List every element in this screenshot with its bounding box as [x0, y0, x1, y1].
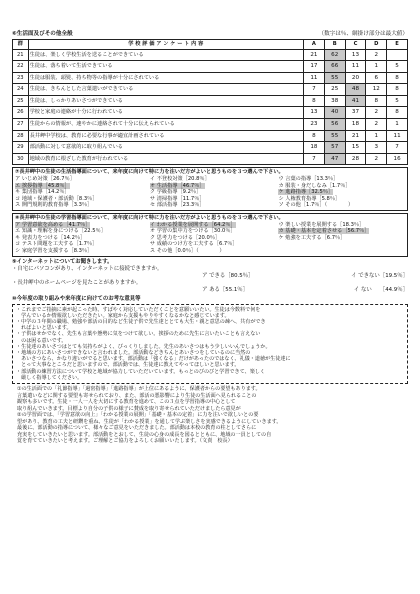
header-group: 群 [13, 40, 29, 50]
section8-box [12, 213, 408, 257]
header-a: A [304, 40, 325, 50]
section9-q1-b: イ できない［19.5％］ [351, 272, 408, 279]
section6-header [12, 30, 408, 38]
option-cell [278, 235, 405, 242]
row-value: 25 [324, 84, 345, 96]
row-question: 生徒は、落ち着いて生活できている [28, 61, 303, 73]
row-question: 学校と家庭の連絡が十分に行われている [28, 107, 303, 119]
section9-q2-a: ア ある［55.1％］ [202, 286, 249, 293]
closing-line: 覚を育てていきたいと考えます。ご理解とご協力をよろしくお願いいたします。（文責 校長） [17, 438, 233, 444]
opinion-line: ・中学の３年間の職場、勉強や部活の目的など生徒子供で先生達ととても大生・親と意思の疎へ、共有ができ [16, 318, 266, 325]
table-row [13, 153, 408, 165]
closing-line: 最後に、部活動の指導について、様々なご意見をいただきました。部活動は本校の教育の柱としてさらに [17, 425, 257, 431]
option-item: ケ 勉強を工夫する［6.7％］ [278, 234, 346, 241]
opinion-line: 厳しく指導してください。 [16, 374, 83, 381]
option-cell [15, 228, 148, 235]
section9-q2-answers [12, 287, 408, 294]
row-value: 12 [366, 84, 387, 96]
closing-line: 言葉遣いなどに関する要望も寄せられており、また、部活の悪影響により生徒の生活面へ見られることの [17, 392, 257, 399]
section8-options [15, 222, 405, 255]
option-cell [15, 202, 148, 209]
closing-line: 充実をしていきたいと思います。部活動をとおして、生徒の心身の成長を図るとともに、地域の一員としての自 [17, 431, 272, 438]
header-question: 学 校 評 価 ア ン ケ ー ト 内 容 [28, 40, 303, 50]
row-number: 24 [13, 84, 29, 96]
row-value: 8 [387, 72, 408, 84]
row-value: 28 [345, 153, 366, 165]
row-question: 地域の教育に根ざした教育が行われている [28, 153, 303, 165]
row-value: 55 [324, 130, 345, 142]
row-value: 21 [345, 130, 366, 142]
row-question: 生徒は、きちんとした言葉遣いができている [28, 84, 303, 96]
opinion-line: あいさつなら、かなり違いがでると思います。部活動は「強くなる」だけがあったのではなく、礼儀・道徳が生徒達に [16, 356, 291, 363]
opinion-line: のは困る意いです。 [16, 337, 67, 344]
option-item: ウ 楽しい授業を展開する［18.3％］ [278, 221, 365, 228]
opinion-line: ・子供はせかでなく、先生も言葉や態勢に気をつけて欲しい。挨拶のために先生に言いたいことも言えない [16, 331, 261, 338]
option-cell [278, 228, 405, 235]
row-value: 5 [387, 61, 408, 73]
row-value: 18 [345, 119, 366, 131]
row-value: 1 [366, 130, 387, 142]
section7-options [15, 176, 405, 209]
option-item: ク 学級指導［9.2％］ [149, 189, 202, 196]
closing-line: ①の生活面での「礼節指導」「過密指導」「進路指導」が上位にあるように、保護者からの要望もあります。 [17, 386, 261, 392]
row-question: 生徒は、しっかりあいさつができている [28, 95, 303, 107]
row-value: 2 [366, 119, 387, 131]
row-value: 18 [304, 142, 325, 154]
table-row [13, 107, 408, 119]
option-item: ア いじめ対策［26.7％］ [15, 176, 75, 183]
row-number: 29 [13, 142, 29, 154]
option-item: ス その他［0.0％］（ ） [149, 247, 225, 254]
option-cell [150, 189, 277, 196]
section9-q2: ・長井岬中のホームページを見たことがありますか。 [12, 279, 142, 286]
opinion-line: とって大事なところだと思いますので、部活動では、生徒達に教えてやってほしいと思います。 [16, 362, 240, 369]
row-question: 部活動に対して意欲的に取り組んでいる [28, 142, 303, 154]
option-cell [150, 241, 277, 248]
option-item: サ 清掃指導［11.7％］ [149, 195, 205, 202]
option-cell [150, 176, 277, 183]
row-value: 21 [304, 49, 325, 61]
table-row [13, 95, 408, 107]
row-number: 28 [13, 130, 29, 142]
closing-line: 取り組んでいきます。目標より自分の子供の様子に賛成を取り寄せられていただけましたら意見が [17, 405, 241, 412]
row-value: 11 [345, 61, 366, 73]
survey-header-row [13, 40, 408, 50]
row-value: 8 [304, 130, 325, 142]
option-cell [278, 176, 405, 183]
row-number: 22 [13, 61, 29, 73]
row-value: 57 [324, 142, 345, 154]
row-value: 11 [304, 72, 325, 84]
row-value: 38 [324, 95, 345, 107]
table-row [13, 61, 408, 73]
row-value: 3 [366, 142, 387, 154]
row-value [387, 49, 408, 61]
option-cell [150, 202, 277, 209]
row-number: 26 [13, 107, 29, 119]
row-number: 27 [13, 119, 29, 131]
option-item: オ 学習の集中力をつける［30.0％］ [149, 228, 236, 235]
header-d: D [366, 40, 387, 50]
row-value: 8 [366, 95, 387, 107]
section10 [12, 296, 408, 303]
row-question: 生徒は、楽しく学校生活を送ることができている [28, 49, 303, 61]
row-value: 62 [324, 49, 345, 61]
row-value: 2 [366, 107, 387, 119]
section9-q1: ・自宅にパソコンがあり、インターネットに接続できますか。 [12, 265, 163, 272]
option-item: キ 発表力をつける［14.2％］ [15, 234, 86, 241]
option-item: シ 人権教育指導［5.8％］ [278, 195, 341, 202]
row-value: 1 [366, 61, 387, 73]
table-row [13, 130, 408, 142]
section10-title: ⑩今年度の取り組みや来年度に向けてのお考な意見等 [12, 295, 141, 302]
row-value: 40 [324, 107, 345, 119]
row-value: 2 [366, 153, 387, 165]
row-number: 25 [13, 95, 29, 107]
table-row [13, 72, 408, 84]
row-value: 48 [345, 84, 366, 96]
closing-line: 望があり、教育の工夫と研鑽を重ね、生徒が「わかる授業」を通して学ぶ楽しさを実感できるようにしていきます。 [17, 418, 282, 425]
opinions-box [12, 304, 408, 384]
row-number: 21 [13, 49, 29, 61]
option-item: エ 挨拶指導［45.8％］ [15, 182, 70, 189]
section7-box [12, 167, 408, 211]
option-item: キ 集団指導［14.2％］ [15, 189, 70, 196]
row-question: 長井岬中学校は、教育に必要な行事が適宜計画されている [28, 130, 303, 142]
option-item: コ 地域・保護者・部活動［8.3％］ [15, 195, 98, 202]
row-value: 56 [324, 119, 345, 131]
option-item: シ 家庭学習を支援する［8.3％］ [15, 247, 93, 254]
option-item: ア 学習意欲を高める［41.7％］ [15, 221, 91, 228]
option-cell [278, 241, 405, 248]
section8-title: ⑧長井岬中の生徒の学習指導面について、来年度に向けて特に力を注いだ方がよいと思うものを３つ選んで下さい。 [15, 215, 284, 221]
closing-line: 観察も多いです。生徒・一人一人を大切にする教育を進めて、この３点を学習指導の中心として [17, 399, 236, 405]
section9-q1-a: ア できる［80.5％］ [202, 272, 254, 279]
option-cell [278, 202, 405, 209]
row-question: 生徒からの情報が、速やかに連絡されて十分に伝えられている [28, 119, 303, 131]
table-row [13, 142, 408, 154]
page [12, 0, 408, 445]
table-row [13, 119, 408, 131]
opinion-line: ・生徒達のあいさつはとても気持ちがよく、びっくりしました。先生のあいさつはもう少しいいんでしょうか。 [16, 343, 271, 350]
row-value: 66 [324, 61, 345, 73]
opinion-line: ・部活動の練習方法について学校と地域が協力していただいています。もっとのびのびと学習できて、楽しく [16, 368, 265, 375]
row-value: 37 [345, 107, 366, 119]
row-value: 8 [387, 84, 408, 96]
row-value: 8 [304, 95, 325, 107]
row-value: 2 [366, 49, 387, 61]
row-value: 6 [366, 72, 387, 84]
option-item: イ わかる授業を展開する［64.2％］ [149, 221, 236, 228]
opinion-line: ・これまでご指摘に素が起こった時、すばやく対応していただくことを意願いいたい。生徒は今数料で何を [16, 306, 261, 313]
option-cell [15, 248, 148, 255]
option-item: イ 不登校対策［20.8％］ [149, 176, 210, 183]
section7-title: ⑦長井岬中の生徒の生活指導面について、来年度に向けて特に力を注いだ方がよいと思うものを３つ選んで下さい。 [15, 169, 284, 176]
option-cell [15, 241, 148, 248]
section6-note: （数字は％、網掛け部分は最大値） [318, 31, 408, 37]
row-value: 11 [387, 130, 408, 142]
option-item: ソ その他［1.7％］（ ） [278, 202, 354, 209]
row-value: 20 [345, 72, 366, 84]
row-value: 47 [324, 153, 345, 165]
section9 [12, 259, 408, 294]
option-item: ス 開門規則的教育指導［3.3％］ [15, 202, 93, 209]
option-item: サ 成績のつけ方を工夫する［6.7％］ [149, 241, 238, 248]
row-value: 13 [345, 49, 366, 61]
opinion-line: 学んでいるか情報欲しいただきたい。家庭から支援もやりやすくなるかなと感じています。 [16, 312, 230, 319]
section9-q2-b: イ ない ［44.9％］ [353, 286, 408, 293]
row-value: 13 [304, 107, 325, 119]
closing-line: ②の学習面では、「学習意欲の向上」「わかる授業の展開」「基礎・基本の定着」に力を注いで欲しいとの要 [17, 412, 259, 418]
option-cell [15, 189, 148, 196]
row-value: 1 [387, 119, 408, 131]
row-value: 17 [304, 61, 325, 73]
option-cell [15, 176, 148, 183]
survey-body [13, 49, 408, 165]
table-row [13, 84, 408, 96]
option-item: エ 知識・理解を身につける［22.5％］ [15, 228, 106, 235]
row-number: 30 [13, 153, 29, 165]
header-e: E [387, 40, 408, 50]
option-item: カ 基礎・基本を定着させる［56.7％］ [278, 228, 370, 235]
option-item: ウ 言葉の指導［13.3％］ [278, 176, 339, 183]
option-item: ケ 進路指導［32.5％］ [278, 189, 334, 196]
section9-q1-answers [12, 273, 408, 280]
row-value: 15 [345, 142, 366, 154]
row-value: 7 [387, 142, 408, 154]
row-value: 23 [304, 119, 325, 131]
section6-title: ⑥生活面及びその他全般 [12, 31, 73, 37]
row-value: 7 [304, 153, 325, 165]
option-item: コ テスト問題を工夫する［1.7％］ [15, 241, 98, 248]
header-c: C [345, 40, 366, 50]
row-value: 7 [304, 84, 325, 96]
option-cell [278, 189, 405, 196]
row-value: 16 [387, 153, 408, 165]
row-value: 5 [387, 95, 408, 107]
option-item: ク 思考力をつける［20.0％］ [149, 234, 221, 241]
header-b: B [324, 40, 345, 50]
survey-table [12, 39, 408, 165]
row-value: 41 [345, 95, 366, 107]
option-item: セ 部活指導［23.3％］ [149, 202, 205, 209]
row-number: 23 [13, 72, 29, 84]
option-cell [150, 248, 277, 255]
option-item: オ 生活指導［46.7％］ [149, 182, 205, 189]
option-cell [278, 248, 405, 255]
row-value: 55 [324, 72, 345, 84]
row-question: 生徒は服装、頭髪、持ち物等の指導が十分にされている [28, 72, 303, 84]
row-value: 8 [387, 107, 408, 119]
opinion-line: ・地域の方にあいさつができないと言われました。部活動などきちんとあいさつをしているのに当然の [16, 349, 251, 356]
opinion-line: ればよいと思います。 [16, 325, 72, 332]
option-cell [150, 228, 277, 235]
table-row [13, 49, 408, 61]
closing-remarks [12, 386, 408, 445]
section9-title: ⑨インターネットについてお聞きします。 [12, 258, 113, 265]
option-item: カ 服装・身だしなみ［1.7％］ [278, 182, 351, 189]
